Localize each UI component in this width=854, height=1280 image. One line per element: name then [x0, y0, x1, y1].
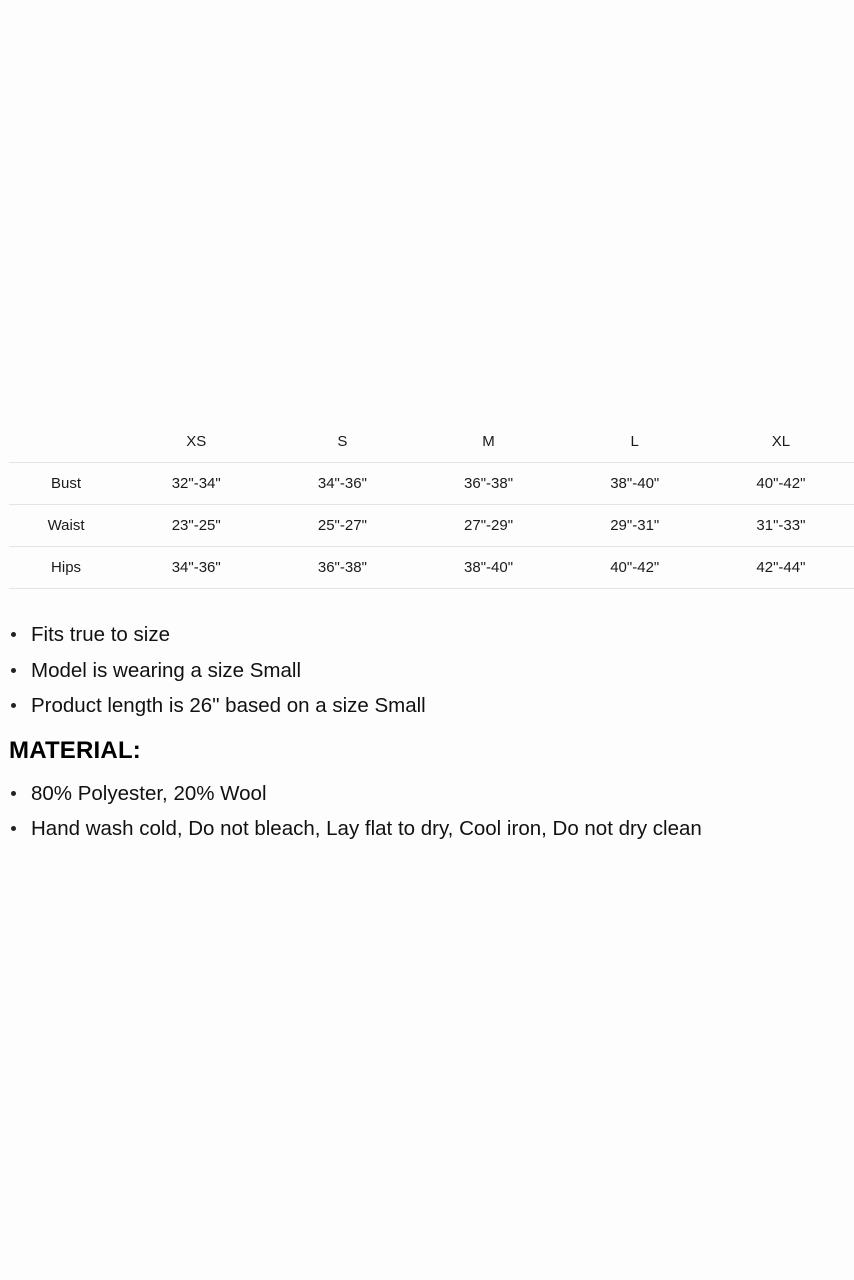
fit-note-text: Model is wearing a size Small — [31, 658, 302, 682]
size-column-header-m: M — [415, 420, 561, 463]
material-list — [9, 776, 839, 847]
table-cell: 40"-42" — [562, 547, 708, 589]
list-item — [9, 617, 839, 653]
bullet-icon — [11, 703, 16, 708]
fit-note-text: Fits true to size — [31, 623, 170, 646]
table-cell: 27"-29" — [415, 505, 561, 547]
table-cell: 31"-33" — [708, 505, 854, 547]
size-chart-header-row — [9, 420, 854, 463]
table-cell: 32"-34" — [123, 463, 269, 505]
bullet-icon — [11, 668, 16, 673]
material-heading: MATERIAL: — [9, 736, 141, 764]
product-notes — [9, 617, 839, 847]
material-item-text: 80% Polyester, 20% Wool — [31, 781, 267, 805]
table-cell: 38"-40" — [562, 463, 708, 505]
fit-notes-list — [9, 617, 839, 724]
list-item — [9, 776, 839, 812]
size-chart-table — [9, 420, 854, 589]
bullet-icon — [11, 791, 16, 796]
table-row — [9, 463, 854, 505]
measurement-label-bust: Bust — [9, 463, 123, 505]
size-chart-corner-cell — [9, 420, 123, 463]
measurement-label-hips: Hips — [9, 547, 123, 589]
list-item — [9, 811, 839, 847]
table-cell: 36"-38" — [415, 463, 561, 505]
size-column-header-xl: XL — [708, 420, 854, 463]
table-cell: 40"-42" — [708, 463, 854, 505]
table-cell: 34"-36" — [269, 463, 415, 505]
table-cell: 42"-44" — [708, 547, 854, 589]
size-column-header-s: S — [269, 420, 415, 463]
table-row — [9, 505, 854, 547]
table-cell: 38"-40" — [415, 547, 561, 589]
material-item-text: Hand wash cold, Do not bleach, Lay flat to dry, Cool iron, Do not dry clean — [31, 817, 702, 840]
size-column-header-xs: XS — [123, 420, 269, 463]
table-cell: 23"-25" — [123, 505, 269, 547]
table-cell: 36"-38" — [269, 547, 415, 589]
table-cell: 29"-31" — [562, 505, 708, 547]
bullet-icon — [11, 632, 16, 637]
list-item — [9, 653, 839, 689]
size-column-header-l: L — [562, 420, 708, 463]
table-row — [9, 547, 854, 589]
list-item — [9, 688, 839, 724]
table-cell: 34"-36" — [123, 547, 269, 589]
fit-note-text: Product length is 26" based on a size Small — [31, 694, 426, 717]
bullet-icon — [11, 826, 16, 831]
table-cell: 25"-27" — [269, 505, 415, 547]
measurement-label-waist: Waist — [9, 505, 123, 547]
